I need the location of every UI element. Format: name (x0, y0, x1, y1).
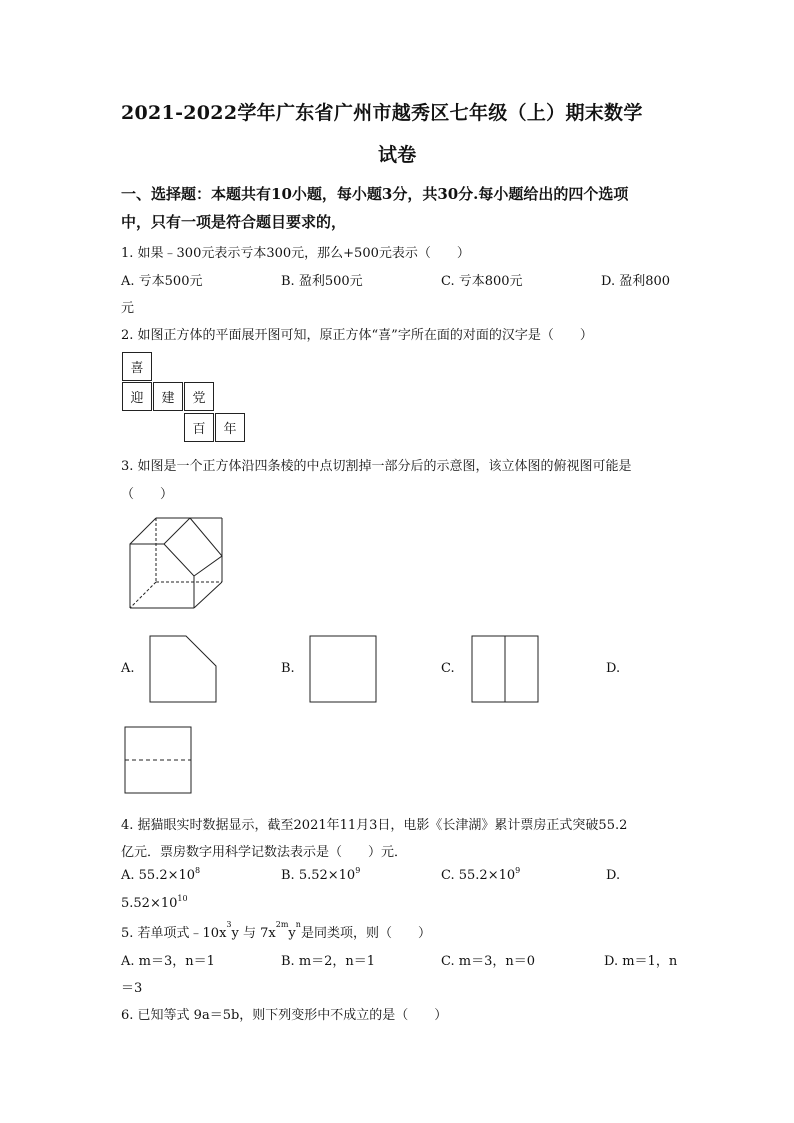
q3-option-b-label: B. (281, 661, 295, 676)
question-2: 2. 如图正方体的平面展开图可知，原正方体“喜”字所在面的对面的汉字是（ ） (121, 328, 593, 343)
q4-option-d-base: 5.52×10 (121, 896, 178, 911)
page-title-line1: 2021-2022学年广东省广州市越秀区七年级（上）期末数学 (121, 102, 643, 124)
q4-option-d-label: D. (606, 868, 621, 883)
q4-option-c (441, 868, 520, 883)
net-cell-dang: 党 (184, 382, 214, 411)
q4-option-a-exponent: 8 (195, 866, 201, 875)
q5-option-c: C. m＝3，n＝0 (441, 954, 535, 969)
question-1: 1. 如果﹣300元表示亏本300元，那么+500元表示（ ） (121, 246, 470, 261)
net-cell-ying: 迎 (122, 382, 152, 411)
q5-option-d: D. m＝1，n (604, 954, 678, 969)
q3-option-b-figure (308, 634, 380, 704)
q1-option-d: D. 盈利800 (601, 274, 671, 289)
q4-option-d (121, 896, 188, 911)
net-cell-bai: 百 (184, 413, 214, 442)
q4-option-c-exponent: 9 (515, 866, 521, 875)
net-cell-nian: 年 (215, 413, 245, 442)
q1-option-b: B. 盈利500元 (281, 274, 363, 289)
q4-option-c-base: C. 55.2×10 (441, 868, 516, 883)
section-heading-line2: 中，只有一项是符合题目要求的， (121, 213, 347, 231)
question-6: 6. 已知等式 9a＝5b，则下列变形中不成立的是（ ） (121, 1008, 448, 1023)
section-heading-line1: 一、选择题：本题共有10小题，每小题3分，共30分.每小题给出的四个选项 (121, 185, 629, 203)
q1-option-a: A. 亏本500元 (121, 274, 203, 289)
q5-exp3: n (295, 920, 301, 929)
q5-exp2: 2m (275, 920, 289, 929)
page-title-line2: 试卷 (378, 144, 417, 166)
question-4: 4. 据猫眼实时数据显示，截至2021年11月3日，电影《长津湖》累计票房正式突破55.2 (121, 818, 628, 833)
q5-mid2: y (288, 926, 296, 941)
question-4-continued: 亿元．票房数字用科学记数法表示是（ ）元． (121, 845, 408, 860)
q1-option-d-continued: 元 (121, 301, 135, 316)
q5-option-a: A. m＝3，n＝1 (121, 954, 215, 969)
q5-mid: y 与 7x (231, 926, 276, 941)
net-cell-xi: 喜 (122, 352, 152, 381)
q4-option-d-exponent: 10 (177, 894, 188, 903)
q3-option-c-label: C. (441, 661, 455, 676)
q3-option-d-figure (123, 725, 195, 795)
q5-option-d-continued: ＝3 (121, 981, 143, 996)
q1-option-c: C. 亏本800元 (441, 274, 523, 289)
question-5 (121, 922, 431, 941)
q3-option-a-label: A. (121, 661, 135, 676)
cube-net-figure (122, 352, 246, 442)
q3-option-d-label: D. (606, 661, 621, 676)
net-cell-jian: 建 (153, 382, 183, 411)
q4-option-a-base: A. 55.2×10 (121, 868, 196, 883)
q3-option-c-figure (470, 634, 542, 704)
q3-option-a-figure (148, 634, 220, 704)
question-3: 3. 如图是一个正方体沿四条棱的中点切割掉一部分后的示意图，该立体图的俯视图可能是 (121, 459, 632, 474)
q5-post: 是同类项，则（ ） (300, 926, 431, 941)
q4-option-a (121, 868, 200, 883)
q5-exp1: 3 (226, 920, 232, 929)
q5-option-b: B. m＝2，n＝1 (281, 954, 376, 969)
q4-option-b-exponent: 9 (355, 866, 361, 875)
q5-pre: 5. 若单项式﹣10x (121, 926, 227, 941)
cut-cube-figure (126, 516, 228, 612)
question-3-continued: （ ） (121, 487, 174, 502)
q4-option-b (281, 868, 360, 883)
q4-option-b-base: B. 5.52×10 (281, 868, 356, 883)
